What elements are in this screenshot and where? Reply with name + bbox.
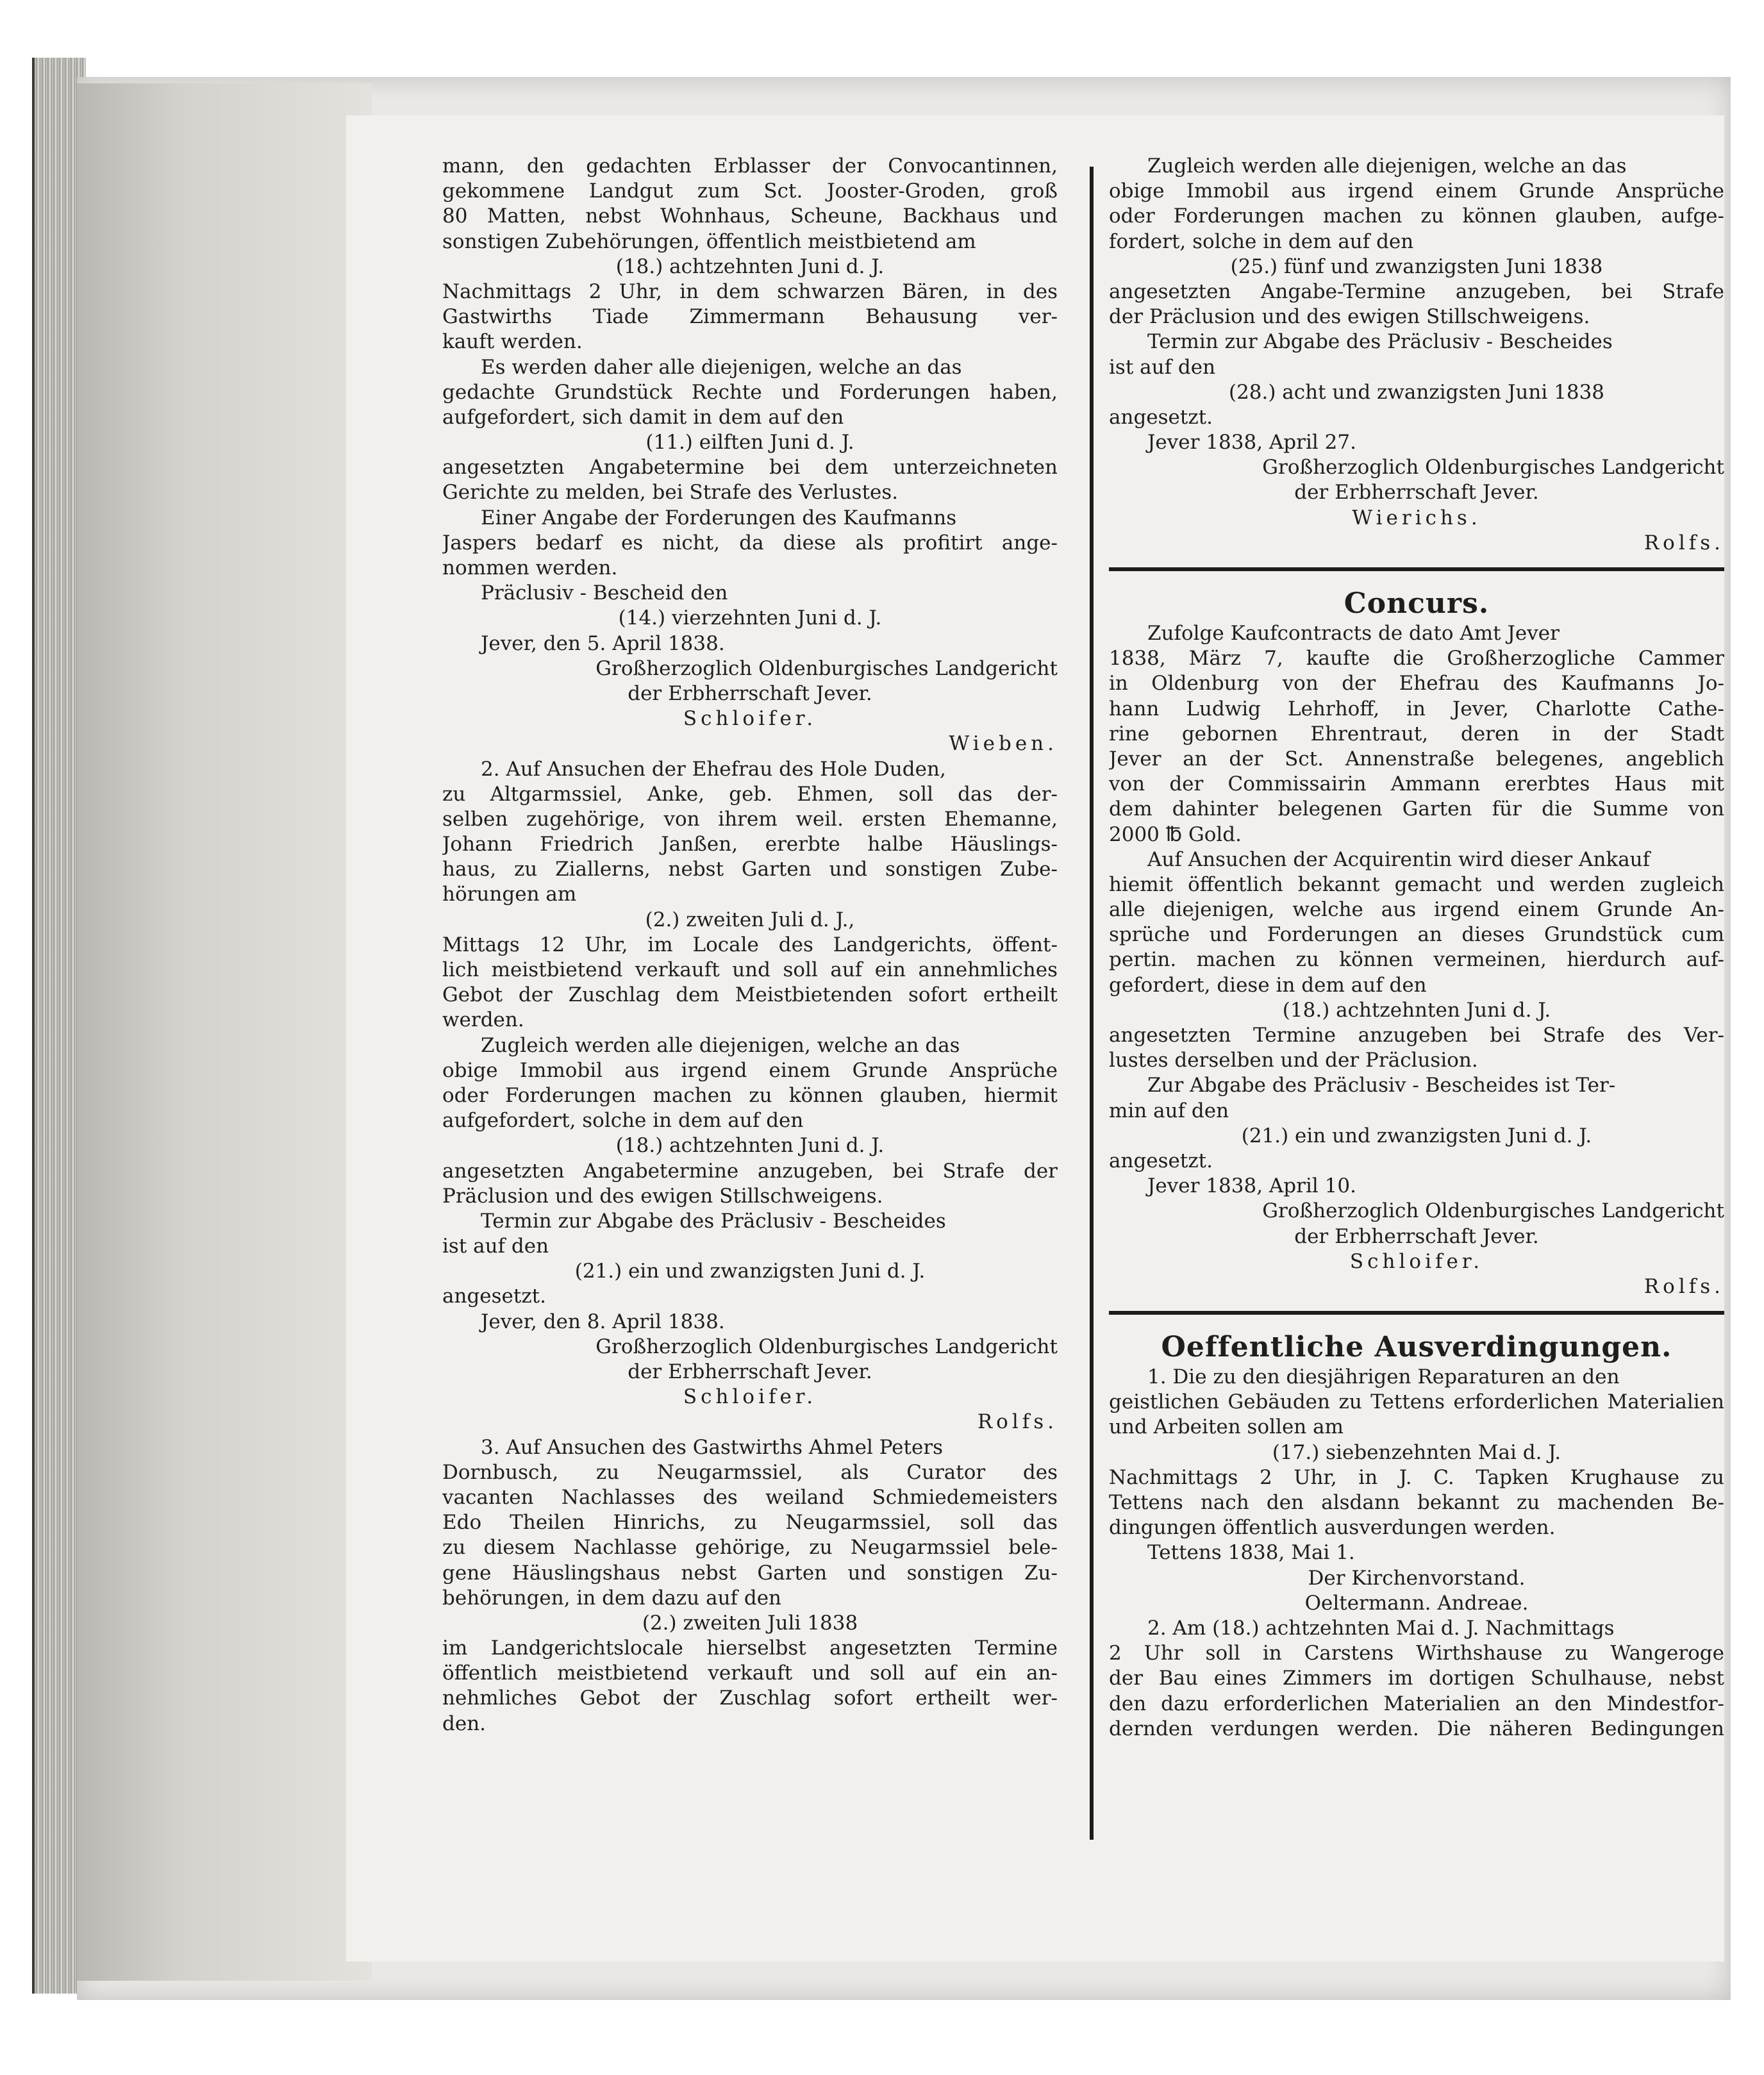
text-line: und Arbeiten sollen am [1109, 1415, 1344, 1439]
text-line: Nachmittags 2 Uhr, in dem schwarzen Bären, in des [442, 279, 1058, 303]
text-line: Großherzoglich Oldenburgisches Landgericht [1262, 1199, 1724, 1223]
text-line: von der Commissairin Ammann ererbtes Haus mit [1109, 772, 1724, 796]
text-line: sonstigen Zubehörungen, öffentlich meistbietend am [442, 229, 976, 253]
text-line: dingungen öffentlich ausverdungen werden. [1109, 1516, 1556, 1540]
text-line: selben zugehörige, von ihrem weil. ersten Ehemanne, [442, 807, 1058, 831]
text-line: (18.) achtzehnten Juni d. J. [615, 254, 885, 278]
text-line: Präclusiv - Bescheid den [481, 581, 728, 605]
text-line: 2. Am (18.) achtzehnten Mai d. J. Nachmittags [1147, 1616, 1615, 1640]
text-line: hann Ludwig Lehrhoff, in Jever, Charlotte Cathe- [1109, 697, 1724, 721]
text-line: Wieben. [949, 732, 1058, 756]
text-line: (11.) eilften Juni d. J. [645, 431, 854, 454]
text-line: Einer Angabe der Forderungen des Kaufmanns [481, 506, 957, 529]
text-line: 2 Uhr soll in Carstens Wirthshause zu Wangeroge [1109, 1642, 1724, 1665]
text-line: Johann Friedrich Janßen, ererbte halbe Häuslings- [442, 833, 1058, 856]
notice-continuation [1109, 154, 1724, 556]
text-line: gene Häuslingshaus nebst Garten und sonstigen Zu- [442, 1561, 1058, 1585]
text-line: Jever 1838, April 27. [1147, 431, 1356, 454]
text-line: Auf Ansuchen der Acquirentin wird dieser Ankauf [1147, 847, 1651, 871]
text-line: Schloifer. [683, 707, 817, 731]
text-line: Zugleich werden alle diejenigen, welche an das [481, 1033, 960, 1057]
text-line: Rolfs. [1643, 531, 1724, 554]
text-line: Zur Abgabe des Präclusiv - Bescheides ist Ter- [1147, 1074, 1616, 1097]
text-line: vacanten Nachlasses des weiland Schmiedemeisters [442, 1485, 1058, 1509]
ausverdingungen-section [1109, 1365, 1724, 1742]
text-line: Termin zur Abgabe des Präclusiv - Bescheides [1147, 330, 1613, 354]
text-line: 3. Auf Ansuchen des Gastwirths Ahmel Peters [481, 1435, 944, 1459]
text-line: ist auf den [1109, 355, 1216, 379]
text-line: Gastwirths Tiade Zimmermann Behausung ver- [442, 305, 1058, 329]
text-line: obige Immobil aus irgend einem Grunde Ansprüche [1109, 179, 1724, 203]
text-line: mann, den gedachten Erblasser der Convocantinnen, [442, 154, 1058, 178]
text-line: angesetzten Angabetermine anzugeben, bei Strafe der [442, 1159, 1058, 1183]
text-line: im Landgerichtslocale hierselbst angesetzten Termine [442, 1637, 1058, 1660]
text-line: Zugleich werden alle diejenigen, welche an das [1147, 154, 1627, 178]
text-line: Jever, den 5. April 1838. [481, 631, 725, 655]
text-line: angesetzt. [1109, 405, 1213, 429]
text-line: lich meistbietend verkauft und soll auf ein annehmliches [442, 958, 1058, 981]
text-line: Der Kirchenvorstand. [1308, 1566, 1526, 1590]
section-divider [1109, 1311, 1724, 1315]
text-line: Großherzoglich Oldenburgisches Landgericht [1262, 456, 1724, 479]
text-line: (14.) vierzehnten Juni d. J. [618, 606, 882, 630]
text-line: werden. [442, 1008, 524, 1032]
text-line: (17.) siebenzehnten Mai d. J. [1272, 1440, 1561, 1464]
text-line: fordert, solche in dem auf den [1109, 229, 1414, 253]
ausverdingungen-heading: Oeffentliche Ausverdingungen. [1161, 1331, 1672, 1364]
text-line: Rolfs. [977, 1410, 1058, 1434]
concurs-section [1109, 621, 1724, 1299]
text-line: aufgefordert, solche in dem auf den [442, 1109, 804, 1133]
text-line: gefordert, diese in dem auf den [1109, 973, 1427, 997]
text-line: Schloifer. [683, 1385, 817, 1409]
text-line: oder Forderungen machen zu können glauben, hiermit [442, 1083, 1058, 1107]
text-line: öffentlich meistbietend verkauft und soll auf ein an- [442, 1662, 1058, 1685]
text-line: Termin zur Abgabe des Präclusiv - Bescheides [481, 1209, 946, 1233]
text-line: dernden verdungen werden. Die näheren Bedingungen [1109, 1717, 1724, 1740]
text-line: Großherzoglich Oldenburgisches Landgericht [595, 656, 1058, 680]
text-line: 2. Auf Ansuchen der Ehefrau des Hole Duden, [481, 757, 946, 781]
text-line: den. [442, 1712, 487, 1735]
text-line: angesetzt. [1109, 1149, 1213, 1172]
text-line: geistlichen Gebäuden zu Tettens erforderlichen Materialien [1109, 1390, 1724, 1414]
text-line: dem dahinter belegenen Garten für die Summe von [1109, 797, 1724, 821]
text-line: der Erbherrschaft Jever. [1294, 1224, 1539, 1248]
section-divider [1109, 567, 1724, 571]
text-line: Jaspers bedarf es nicht, da diese als profitirt ange- [442, 531, 1058, 554]
text-line: in Oldenburg von der Ehefrau des Kaufmanns Jo- [1109, 672, 1724, 696]
text-line: (21.) ein und zwanzigsten Juni d. J. [574, 1260, 926, 1283]
text-line: angesetzten Angabe-Termine anzugeben, bei Strafe [1109, 279, 1724, 303]
text-line: Großherzoglich Oldenburgisches Landgericht [595, 1335, 1058, 1358]
text-line: Jever an der Sct. Annenstraße belegenes, angeblich [1109, 747, 1724, 771]
text-line: (18.) achtzehnten Juni d. J. [615, 1134, 885, 1158]
text-line: (21.) ein und zwanzigsten Juni d. J. [1241, 1124, 1592, 1147]
column-rule [1090, 167, 1094, 1840]
text-line: rine gebornen Ehrentraut, deren in der Stadt [1109, 722, 1724, 746]
text-line: 80 Matten, nebst Wohnhaus, Scheune, Backhaus und [442, 204, 1058, 228]
text-line: alle diejenigen, welche aus irgend einem Grunde An- [1109, 898, 1724, 922]
text-line: den dazu erforderlichen Materialien an den Mindestfor- [1109, 1692, 1724, 1715]
text-line: gekommene Landgut zum Sct. Jooster-Groden, groß [442, 179, 1058, 203]
text-line: angesetzten Termine anzugeben bei Strafe des Ver- [1109, 1024, 1724, 1047]
left-column [442, 154, 1058, 1737]
text-line: 1838, März 7, kaufte die Großherzogliche Cammer [1109, 647, 1724, 671]
text-line: Rolfs. [1643, 1274, 1724, 1298]
text-line: der Bau eines Zimmers im dortigen Schulhause, nebst [1109, 1667, 1724, 1690]
text-line: min auf den [1109, 1099, 1229, 1122]
text-line: (25.) fünf und zwanzigsten Juni 1838 [1230, 254, 1603, 278]
text-line: ist auf den [442, 1235, 549, 1258]
right-column [1109, 154, 1724, 1742]
text-line: (2.) zweiten Juli 1838 [642, 1611, 858, 1635]
text-line: lustes derselben und der Präclusion. [1109, 1049, 1478, 1072]
text-line: gedachte Grundstück Rechte und Forderungen haben, [442, 380, 1058, 404]
text-line: Jever 1838, April 10. [1147, 1174, 1356, 1198]
text-line: Jever, den 8. April 1838. [481, 1310, 725, 1333]
text-line: angesetzten Angabetermine bei dem unterzeichneten [442, 456, 1058, 479]
text-line: obige Immobil aus irgend einem Grunde Ansprüche [442, 1058, 1058, 1082]
text-line: sprüche und Forderungen an dieses Grundstück cum [1109, 923, 1724, 947]
text-line: pertin. machen zu können vermeinen, hierdurch auf- [1109, 948, 1724, 972]
text-line: Dornbusch, zu Neugarmssiel, als Curator des [442, 1460, 1058, 1484]
text-line: der Erbherrschaft Jever. [628, 681, 872, 705]
text-line: der Erbherrschaft Jever. [628, 1360, 872, 1383]
text-line: Wierichs. [1352, 506, 1481, 529]
text-line: kauft werden. [442, 330, 583, 354]
text-line: 1. Die zu den diesjährigen Reparaturen an den [1147, 1365, 1620, 1389]
text-line: nommen werden. [442, 556, 618, 579]
text-line: zu Altgarmssiel, Anke, geb. Ehmen, soll das der- [442, 782, 1058, 806]
text-line: haus, zu Ziallerns, nebst Garten und sonstigen Zube- [442, 858, 1058, 881]
text-line: Es werden daher alle diejenigen, welche an das [481, 355, 962, 379]
text-line: 2000 ℔ Gold. [1109, 822, 1242, 846]
text-line: Tettens nach den alsdann bekannt zu machenden Be- [1109, 1491, 1724, 1514]
text-line: Schloifer. [1349, 1249, 1484, 1273]
text-line: Tettens 1838, Mai 1. [1147, 1541, 1355, 1565]
concurs-heading: Concurs. [1344, 587, 1490, 620]
text-line: Mittags 12 Uhr, im Locale des Landgerichts, öffent- [442, 933, 1058, 956]
text-line: der Erbherrschaft Jever. [1294, 481, 1539, 504]
text-line: Edo Theilen Hinrichs, zu Neugarmssiel, soll das [442, 1511, 1058, 1535]
text-line: behörungen, in dem dazu auf den [442, 1586, 782, 1610]
text-line: (28.) acht und zwanzigsten Juni 1838 [1228, 380, 1605, 404]
text-line: Gerichte zu melden, bei Strafe des Verlustes. [442, 481, 899, 504]
text-line: der Präclusion und des ewigen Stillschweigens. [1109, 305, 1590, 329]
text-line: Präclusion und des ewigen Stillschweigens. [442, 1184, 883, 1208]
text-line: Oeltermann. Andreae. [1304, 1591, 1529, 1615]
text-line: hörungen am [442, 883, 577, 906]
text-line: nehmliches Gebot der Zuschlag sofort ertheilt wer- [442, 1687, 1058, 1710]
text-line: zu diesem Nachlasse gehörige, zu Neugarmssiel bele- [442, 1536, 1058, 1560]
text-line: Zufolge Kaufcontracts de dato Amt Jever [1147, 622, 1560, 645]
text-line: (2.) zweiten Juli d. J., [645, 908, 855, 931]
text-line: (18.) achtzehnten Juni d. J. [1282, 998, 1551, 1022]
text-line: Gebot der Zuschlag dem Meistbietenden sofort ertheilt [442, 983, 1058, 1007]
text-line: Nachmittags 2 Uhr, in J. C. Tapken Krughause zu [1109, 1465, 1724, 1489]
text-line: hiemit öffentlich bekannt gemacht und werden zugleich [1109, 872, 1724, 896]
text-line: aufgefordert, sich damit in dem auf den [442, 405, 844, 429]
text-line: oder Forderungen machen zu können glauben, aufge- [1109, 204, 1724, 228]
text-line: angesetzt. [442, 1285, 546, 1308]
binding-shadow [77, 83, 372, 1981]
